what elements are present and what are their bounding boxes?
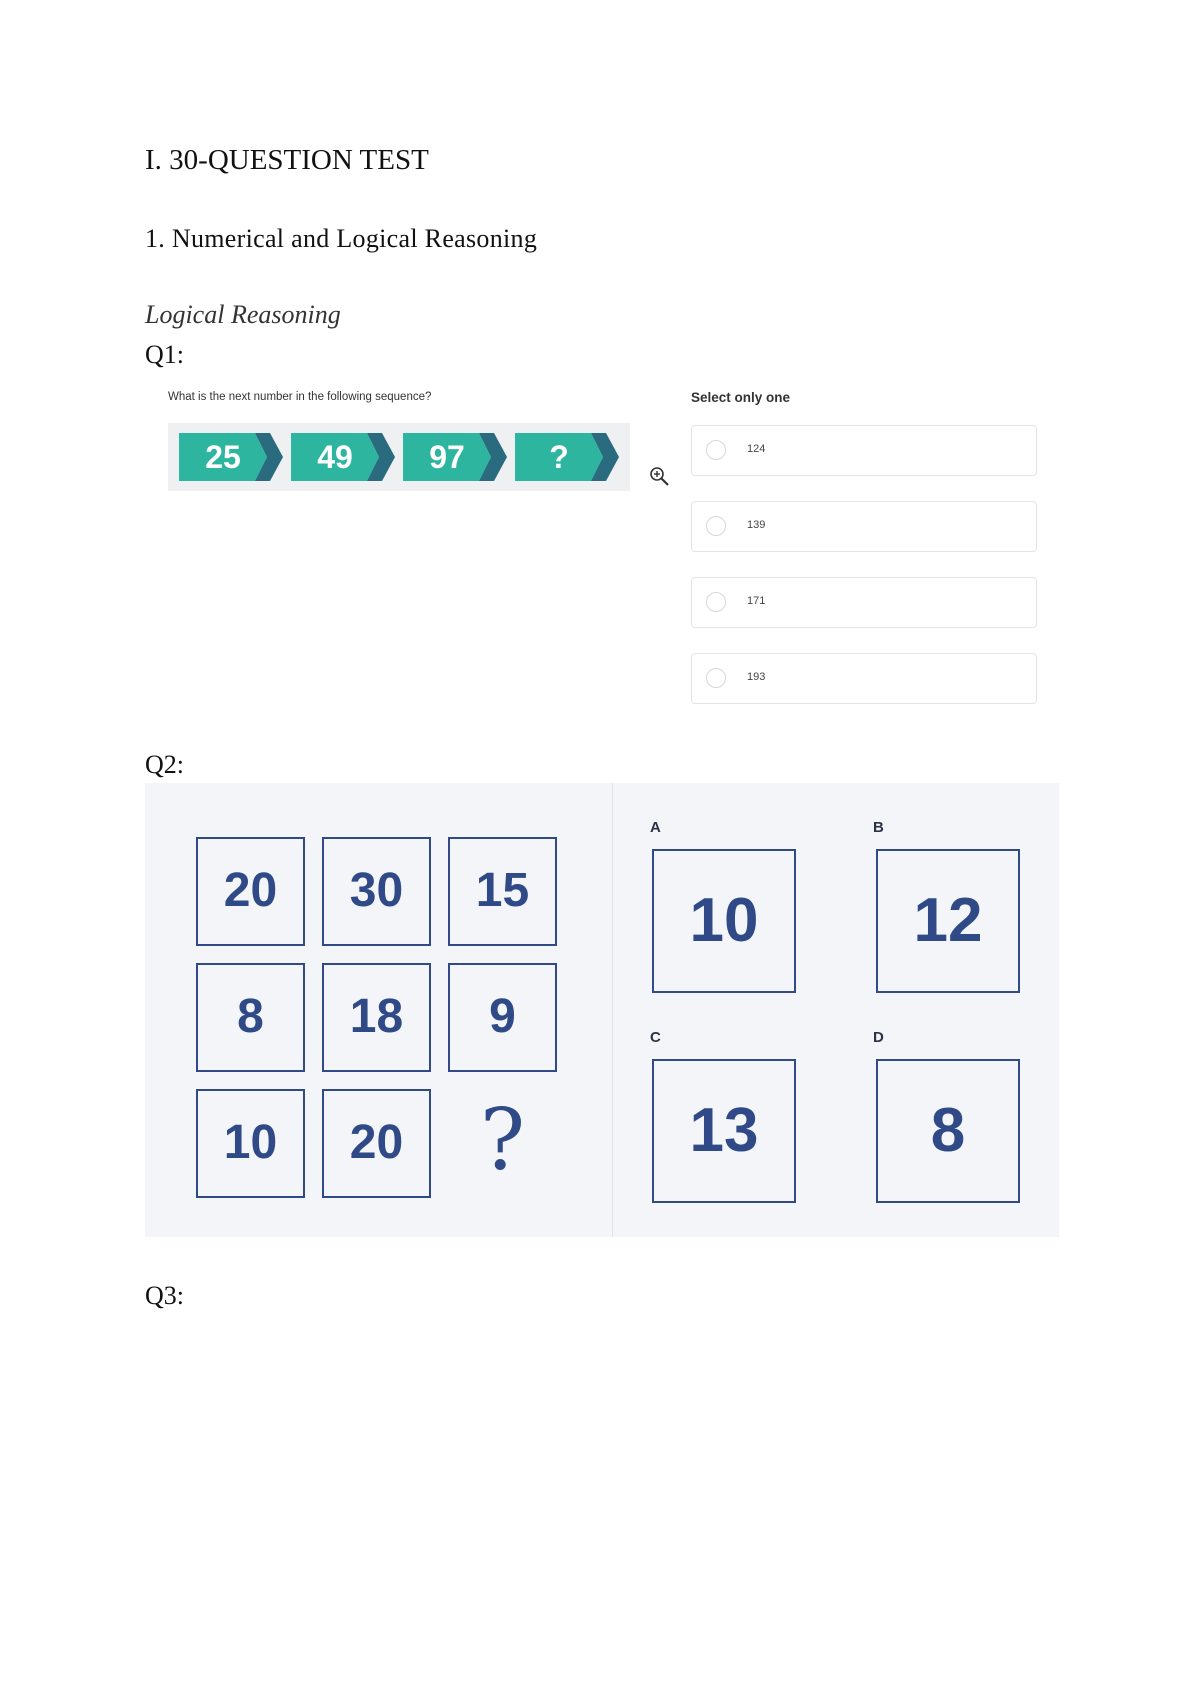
answer-box-c[interactable]: 13 <box>652 1059 796 1203</box>
answer-option-1[interactable] <box>691 425 1037 476</box>
answer-box-d[interactable]: 8 <box>876 1059 1020 1203</box>
sequence-arrow <box>291 433 401 481</box>
q2-label: Q2: <box>145 750 184 779</box>
option-text: 171 <box>747 595 766 607</box>
section-heading: 1. Numerical and Logical Reasoning <box>145 224 538 253</box>
option-text: 193 <box>747 671 766 683</box>
answer-option-3[interactable] <box>691 577 1037 628</box>
select-only-one-label: Select only one <box>691 390 791 405</box>
radio-button[interactable] <box>706 592 726 612</box>
answer-letter-a: A <box>650 819 661 836</box>
grid-cell: 18 <box>322 963 431 1072</box>
radio-button[interactable] <box>706 440 726 460</box>
option-text: 139 <box>747 519 766 531</box>
q1-prompt: What is the next number in the following sequence? <box>168 391 432 403</box>
panel-divider <box>612 783 613 1237</box>
grid-cell: 15 <box>448 837 557 946</box>
sequence-unknown: ? <box>549 439 569 475</box>
q1-label: Q1: <box>145 340 184 369</box>
answer-option-2[interactable] <box>691 501 1037 552</box>
grid-cell: 30 <box>322 837 431 946</box>
document-title: I. 30-QUESTION TEST <box>145 144 429 176</box>
sequence-arrow <box>179 433 289 481</box>
answer-letter-c: C <box>650 1029 661 1046</box>
grid-cell: 20 <box>196 837 305 946</box>
sequence-number: 49 <box>317 439 353 475</box>
sequence-arrow <box>515 433 625 481</box>
grid-cell: 8 <box>196 963 305 1072</box>
grid-cell: 9 <box>448 963 557 1072</box>
option-text: 124 <box>747 443 766 455</box>
question-mark-icon: ? <box>479 1091 526 1189</box>
answer-box-a[interactable]: 10 <box>652 849 796 993</box>
answer-letter-b: B <box>873 819 884 836</box>
q3-label: Q3: <box>145 1281 184 1310</box>
grid-cell: 20 <box>322 1089 431 1198</box>
subsection-heading: Logical Reasoning <box>145 300 341 329</box>
radio-button[interactable] <box>706 516 726 536</box>
q1-sequence-strip <box>168 423 630 491</box>
grid-cell: 10 <box>196 1089 305 1198</box>
answer-letter-d: D <box>873 1029 884 1046</box>
sequence-number: 97 <box>429 439 465 475</box>
q2-puzzle-panel <box>145 783 1059 1237</box>
answer-box-b[interactable]: 12 <box>876 849 1020 993</box>
zoom-in-icon[interactable] <box>649 466 671 488</box>
sequence-arrow <box>403 433 513 481</box>
sequence-number: 25 <box>205 439 241 475</box>
radio-button[interactable] <box>706 668 726 688</box>
answer-option-4[interactable] <box>691 653 1037 704</box>
